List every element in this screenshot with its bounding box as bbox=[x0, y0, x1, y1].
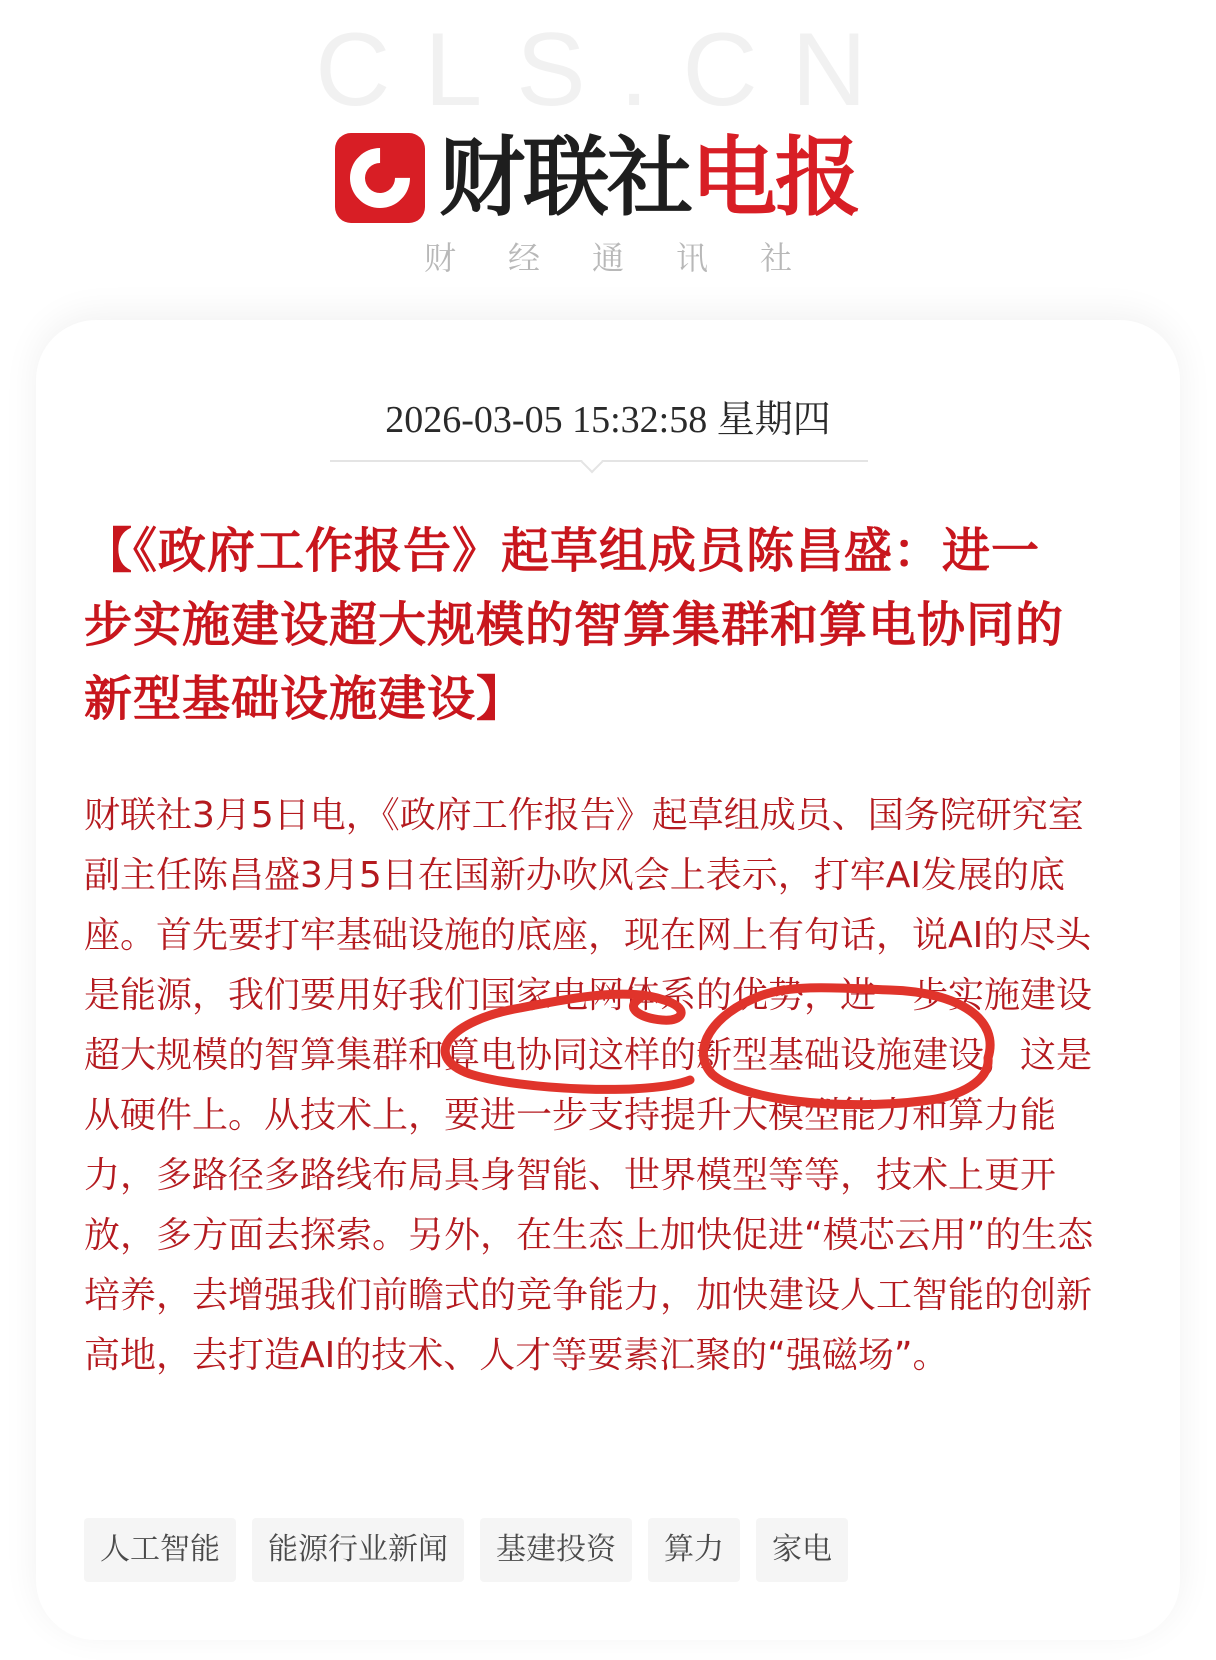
tag-home-appliance[interactable]: 家电 bbox=[756, 1518, 848, 1582]
cls-c-logo-icon bbox=[335, 133, 425, 223]
brand-name: 财联社 bbox=[439, 128, 691, 228]
article-datetime: 2026-03-05 15:32:58 星期四 bbox=[385, 399, 831, 441]
tag-energy-news[interactable]: 能源行业新闻 bbox=[252, 1518, 464, 1582]
article-headline: 【《政府工作报告》起草组成员陈昌盛：进一步实施建设超大规模的智算集群和算电协同的新型基础设施建设】 bbox=[84, 523, 1065, 727]
tag-ai[interactable]: 人工智能 bbox=[84, 1518, 236, 1582]
tag-computing-power[interactable]: 算力 bbox=[648, 1518, 740, 1582]
watermark: CLS.CN bbox=[315, 12, 901, 128]
brand-logo[interactable] bbox=[335, 128, 859, 228]
brand-highlight: 电报 bbox=[691, 128, 859, 228]
brand-subtitle: 财经通讯社 bbox=[423, 239, 844, 277]
tag-infrastructure[interactable]: 基建投资 bbox=[480, 1518, 632, 1582]
site-header bbox=[0, 0, 1216, 300]
tag-list bbox=[84, 1518, 848, 1582]
article-body: 财联社3月5日电，《政府工作报告》起草组成员、国务院研究室副主任陈昌盛3月5日在国新办吹风会上表示，打牢AI发展的底座。首先要打牢基础设施的底座，现在网上有句话，说AI的尽头是能源，我们要用好我们国家电网体系的优势，进一步实施建设超大规模的智算集群和算电协同这样的新型基础设施建设，这是从硬件上。从技术上，要进一步支持提升大模型能力和算力能力，多路径多路线布局具身智能、世界模型等等，技术上更开放，多方面去探索。另外，在生态上加快促进“模芯云用”的生态培养，去增强我们前瞻式的竞争能力，加快建设人工智能的创新高地，去打造AI的技术、人才等要素汇聚的“强磁场”。 bbox=[84, 795, 1094, 1376]
